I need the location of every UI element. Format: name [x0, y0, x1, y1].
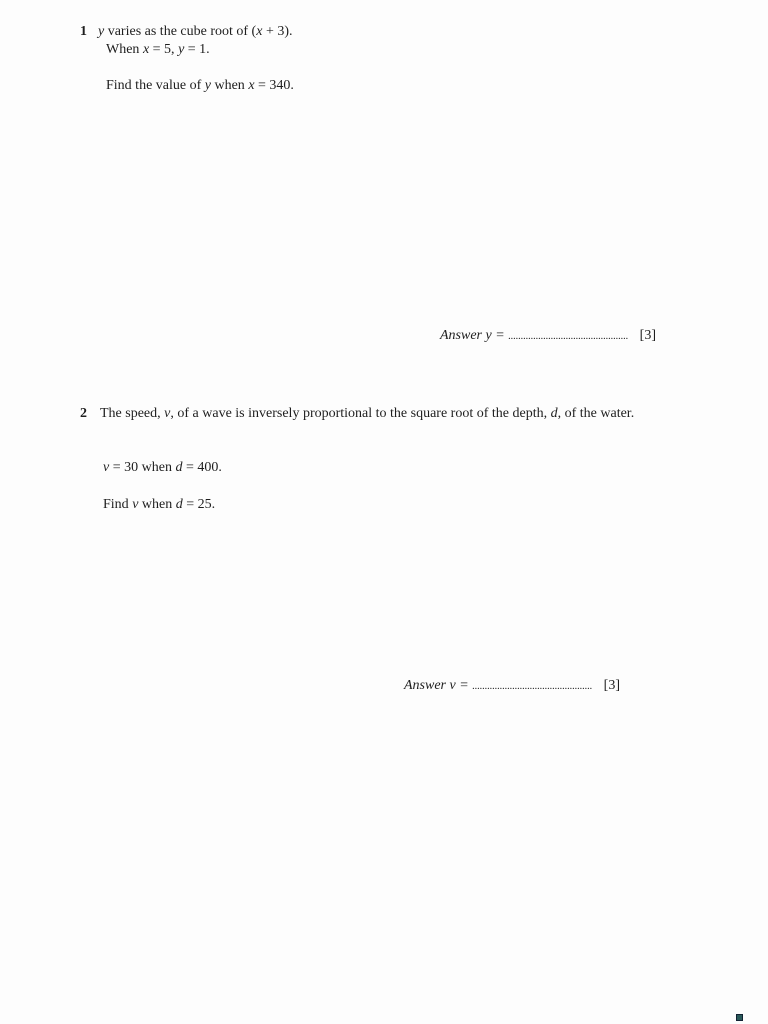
q1-answer-label: Answer y =	[440, 328, 505, 343]
q2-answer-field[interactable]: ................................................	[472, 681, 593, 692]
q1-find-tail: = 340.	[254, 78, 294, 93]
q2-given-d: d	[175, 460, 183, 475]
q1-stem-tail: + 3).	[262, 24, 293, 39]
q2-given-tail: = 400.	[182, 460, 222, 475]
q1-given-prefix: When	[106, 42, 143, 57]
q1-given-y: y	[178, 42, 185, 57]
q2-find-tail: = 25.	[182, 497, 216, 512]
q2-find-prefix: Find	[103, 497, 133, 512]
q2-marks: [3]	[603, 678, 620, 693]
question-1-given	[106, 42, 210, 58]
q2-find-v: v	[132, 497, 139, 512]
q1-given-tail: = 1.	[184, 42, 210, 57]
q1-var-y: y	[98, 24, 105, 39]
q1-marks: [3]	[639, 328, 656, 343]
q2-given-mid: = 30 when	[109, 460, 176, 475]
question-1-find	[106, 78, 294, 94]
q2-stem-middle: , of a wave is inversely proportional to the square root of the depth,	[170, 406, 551, 421]
q1-find-prefix: Find the value of	[106, 78, 205, 93]
q2-answer-label: Answer v =	[404, 678, 469, 693]
question-1-stem	[98, 24, 293, 40]
question-1-answer-line	[440, 328, 656, 344]
q2-stem-v: v	[164, 406, 171, 421]
question-2-number: 2	[80, 406, 87, 421]
q2-stem-tail: , of the water.	[557, 406, 635, 421]
q1-stem-text: varies as the cube root of (	[104, 24, 257, 39]
q2-stem-prefix: The speed,	[100, 406, 165, 421]
q1-find-y: y	[204, 78, 211, 93]
question-2-given	[103, 460, 222, 476]
q1-given-x: x	[142, 42, 150, 57]
q2-stem-d: d	[550, 406, 558, 421]
q1-var-x: x	[256, 24, 263, 39]
q1-given-mid: = 5,	[149, 42, 179, 57]
q2-find-mid: when	[138, 497, 176, 512]
page-marker-icon	[736, 1014, 743, 1021]
q2-find-d: d	[175, 497, 183, 512]
q2-given-v: v	[103, 460, 110, 475]
question-2-stem	[100, 406, 634, 422]
q1-find-mid: when	[210, 78, 249, 93]
question-1-number: 1	[80, 24, 87, 39]
q1-answer-field[interactable]: ................................................	[508, 331, 629, 342]
question-2-answer-line	[404, 678, 620, 694]
question-2-find	[103, 497, 215, 513]
q1-find-x: x	[248, 78, 255, 93]
